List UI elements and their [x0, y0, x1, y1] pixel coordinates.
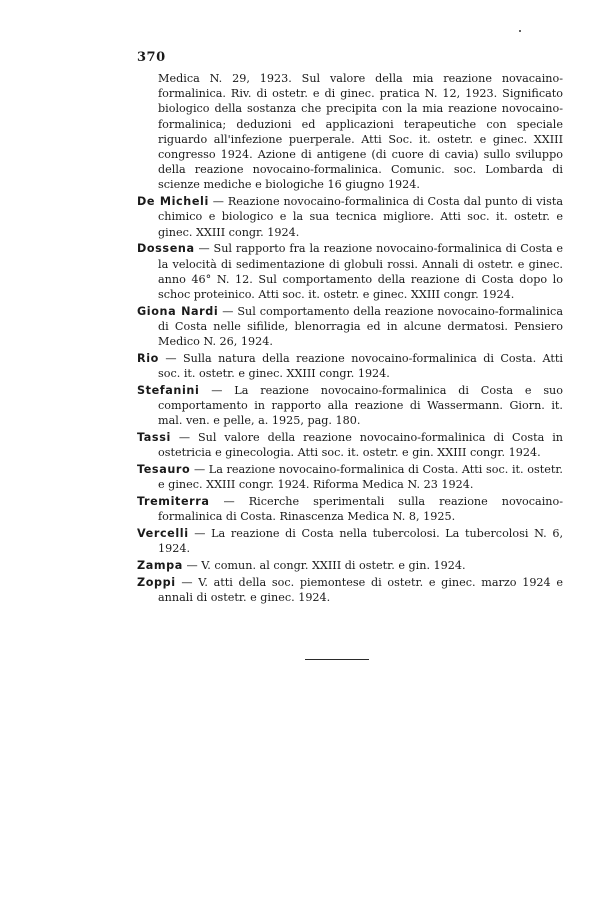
reference-text: — La reazione di Costa nella tubercolosi. La tubercolosi N. 6, 1924.: [158, 527, 563, 556]
reference-text: — Sulla natura della reazione novocaino-formalinica di Costa. Atti soc. it. ostetr. e ginec. XXIII congr. 1924.: [158, 352, 563, 381]
reference-entry-giona-nardi: [137, 304, 563, 350]
reference-text: — Sul comportamento della reazione novocaino-formalinica di Costa nelle sifilide, blenorragia ed in alcune dermatosi. Pensiero Medico N. 26, 1924.: [158, 304, 563, 349]
author-name: Tremiterra: [137, 495, 210, 509]
reference-entry-tremiterra: [137, 494, 563, 524]
reference-entry-zampa: [137, 558, 563, 573]
reference-entry-zoppi: [137, 575, 563, 605]
author-name: Tassi: [137, 431, 171, 445]
reference-text: — La reazione novocaino-formalinica di Costa. Atti soc. it. ostetr. e ginec. XXIII congr. 1924. Riforma Medica N. 23 1924.: [158, 463, 563, 492]
print-speck: [519, 30, 521, 32]
reference-text: — Ricerche sperimentali sulla reazione novocaino-formalinica di Costa. Rinascenza Medica N. 8, 1925.: [158, 495, 563, 524]
reference-text: — Reazione novocaino-formalinica di Costa dal punto di vista chimico e biologico e la sua tecnica migliore. Atti soc. it. ostetr. e ginec. XXIII congr. 1924.: [158, 195, 563, 239]
continuation-entry: [137, 71, 563, 193]
reference-text: — V. atti della soc. piemontese di ostetr. e ginec. marzo 1924 e annali di ostetr. e ginec. 1924.: [158, 576, 563, 605]
reference-entry-tesauro: [137, 462, 563, 492]
author-name: Rio: [137, 352, 159, 366]
reference-entry-dossena: [137, 241, 563, 302]
reference-text: — La reazione novocaino-formalinica di Costa e suo comportamento in rapporto alla reazione di Wassermann. Giorn. it. mal. ven. e pelle, a. 1925, pag. 180.: [158, 384, 563, 428]
reference-entry-stefanini: [137, 383, 563, 429]
reference-text: — Sul rapporto fra la reazione novocaino-formalinica di Costa e la velocità di sedimentazione di globuli rossi. Annali di ostetr. e ginec. anno 46° N. 12. Sul comportamento della reazione di Costa dopo lo schoc proteinico. Atti soc. it. ostetr. e ginec. XXIII congr. 1924.: [158, 242, 563, 302]
author-name: Giona Nardi: [137, 304, 219, 318]
reference-list: [137, 71, 563, 607]
reference-text: — V. comun. al congr. XXIII di ostetr. e gin. 1924.: [182, 559, 466, 573]
reference-entry-rio: [137, 351, 563, 381]
author-name: Zampa: [137, 559, 183, 573]
section-end-rule: [305, 659, 369, 660]
author-name: Stefanini: [137, 384, 200, 398]
continuation-text: Medica N. 29, 1923. Sul valore della mia reazione novacaino-formalinica. Riv. di ostetr. e di ginec. pratica N. 12, 1923. Significato biologico della sostanza che precipita con la mia reazione novocaino-formalinica; deduzioni ed applicazioni terapeutiche con speciale riguardo all'infezione puerperale. Atti Soc. it. ostetr. e ginec. XXIII congresso 1924. Azione di antigene (di cuore di cavia) sullo sviluppo della reazione novocaino-formalinica. Comunic. soc. Lombarda di scienze mediche e biologiche 16 giugno 1924.: [158, 72, 563, 192]
reference-entry-tassi: [137, 430, 563, 460]
reference-entry-de-micheli: [137, 194, 563, 240]
author-name: Vercelli: [137, 527, 189, 541]
reference-text: — Sul valore della reazione novocaino-formalinica di Costa in ostetricia e ginecologia. Atti soc. it. ostetr. e gin. XXIII congr. 1924.: [158, 431, 563, 460]
reference-entry-vercelli: [137, 526, 563, 556]
page-number: 370: [137, 50, 166, 65]
author-name: Zoppi: [137, 576, 176, 590]
author-name: Tesauro: [137, 463, 191, 477]
author-name: Dossena: [137, 242, 195, 256]
author-name: De Micheli: [137, 195, 209, 209]
